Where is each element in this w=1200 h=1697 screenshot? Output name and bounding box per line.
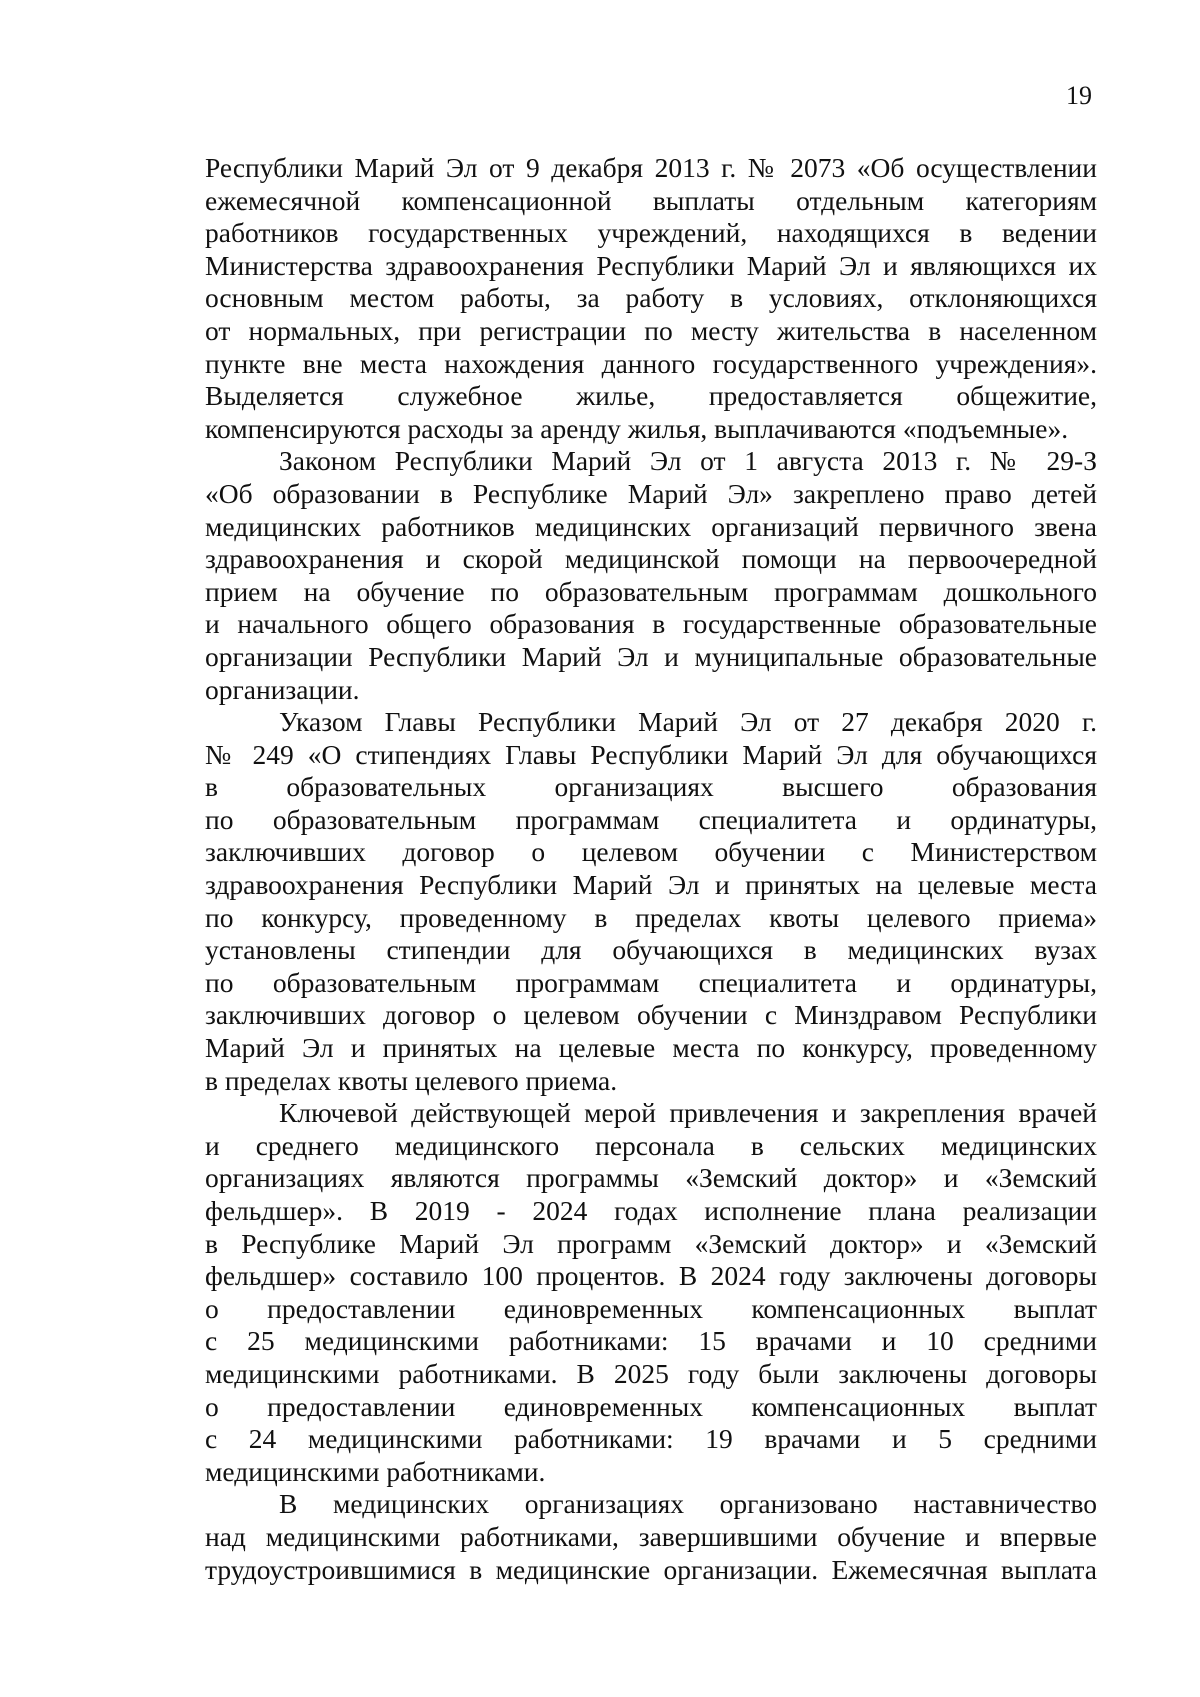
text-line: № 249 «О стипендиях Главы Республики Марий Эл для обучающихся <box>205 738 1097 770</box>
text-line: и начального общего образования в государственные образовательные <box>205 608 1097 640</box>
text-line: Министерства здравоохранения Республики Марий Эл и являющихся их <box>205 249 1097 281</box>
text-line: в образовательных организациях высшего образования <box>205 771 1097 803</box>
paragraph <box>205 445 1097 706</box>
text-line: ежемесячной компенсационной выплаты отдельным категориям <box>205 184 1097 216</box>
text-line: здравоохранения Республики Марий Эл и принятых на целевые места <box>205 869 1097 901</box>
text-line: Республики Марий Эл от 9 декабря 2013 г. № 2073 «Об осуществлении <box>205 152 1097 183</box>
text-line: медицинскими работниками. <box>205 1455 546 1487</box>
text-line: с 25 медицинскими работниками: 15 врачами и 10 средними <box>205 1325 1097 1357</box>
text-line: и среднего медицинского персонала в сельских медицинских <box>205 1129 1097 1161</box>
text-line: с 24 медицинскими работниками: 19 врачами и 5 средними <box>205 1423 1097 1455</box>
text-line: по конкурсу, проведенному в пределах квоты целевого приема» <box>205 901 1097 933</box>
text-line: по образовательным программам специалитета и ординатуры, <box>205 966 1097 998</box>
text-line: Ключевой действующей мерой привлечения и закрепления врачей <box>279 1097 1097 1129</box>
text-line: компенсируются расходы за аренду жилья, выплачиваются «подъемные». <box>205 412 1069 444</box>
text-line: над медицинскими работниками, завершившими обучение и впервые <box>205 1520 1097 1552</box>
text-line: Законом Республики Марий Эл от 1 августа 2013 г. № 29-З <box>279 445 1097 477</box>
text-line: от нормальных, при регистрации по месту жительства в населенном <box>205 314 1097 346</box>
paragraph <box>205 1097 1097 1488</box>
text-line: в пределах квоты целевого приема. <box>205 1064 618 1096</box>
text-line: организации. <box>205 673 360 705</box>
text-line: В медицинских организациях организовано наставничество <box>279 1488 1097 1520</box>
text-line: организациях являются программы «Земский доктор» и «Земский <box>205 1162 1097 1194</box>
text-line: заключивших договор о целевом обучении с Министерством <box>205 836 1097 868</box>
text-line: установлены стипендии для обучающихся в медицинских вузах <box>205 934 1097 966</box>
paragraph <box>205 706 1097 1097</box>
text-line: Марий Эл и принятых на целевые места по конкурсу, проведенному <box>205 1032 1097 1064</box>
text-line: фельдшер». В 2019 - 2024 годах исполнение плана реализации <box>205 1195 1097 1226</box>
text-line: о предоставлении единовременных компенсационных выплат <box>205 1390 1097 1422</box>
text-line: основным местом работы, за работу в условиях, отклоняющихся <box>205 282 1097 314</box>
text-line: в Республике Марий Эл программ «Земский доктор» и «Земский <box>205 1227 1097 1259</box>
page-number: 19 <box>1066 81 1092 110</box>
text-line: медицинских работников медицинских организаций первичного звена <box>205 510 1097 542</box>
text-line: «Об образовании в Республике Марий Эл» закреплено право детей <box>205 477 1097 509</box>
document-body <box>205 152 1097 1586</box>
paragraph <box>205 1488 1097 1586</box>
text-line: фельдшер» составило 100 процентов. В 2024 году заключены договоры <box>205 1260 1097 1292</box>
paragraph <box>205 152 1097 445</box>
text-line: Указом Главы Республики Марий Эл от 27 декабря 2020 г. <box>279 706 1097 738</box>
text-line: трудоустроившимися в медицинские организации. Ежемесячная выплата <box>205 1553 1097 1585</box>
text-line: прием на обучение по образовательным программам дошкольного <box>205 575 1097 607</box>
text-line: организации Республики Марий Эл и муниципальные образовательные <box>205 640 1097 672</box>
text-line: по образовательным программам специалитета и ординатуры, <box>205 803 1097 835</box>
text-line: пункте вне места нахождения данного государственного учреждения». <box>205 347 1097 379</box>
text-line: заключивших договор о целевом обучении с Минздравом Республики <box>205 999 1097 1031</box>
text-line: работников государственных учреждений, находящихся в ведении <box>205 217 1097 249</box>
text-line: здравоохранения и скорой медицинской помощи на первоочередной <box>205 543 1097 575</box>
text-line: о предоставлении единовременных компенсационных выплат <box>205 1292 1097 1324</box>
text-line: Выделяется служебное жилье, предоставляется общежитие, <box>205 380 1097 412</box>
text-line: медицинскими работниками. В 2025 году были заключены договоры <box>205 1357 1097 1389</box>
